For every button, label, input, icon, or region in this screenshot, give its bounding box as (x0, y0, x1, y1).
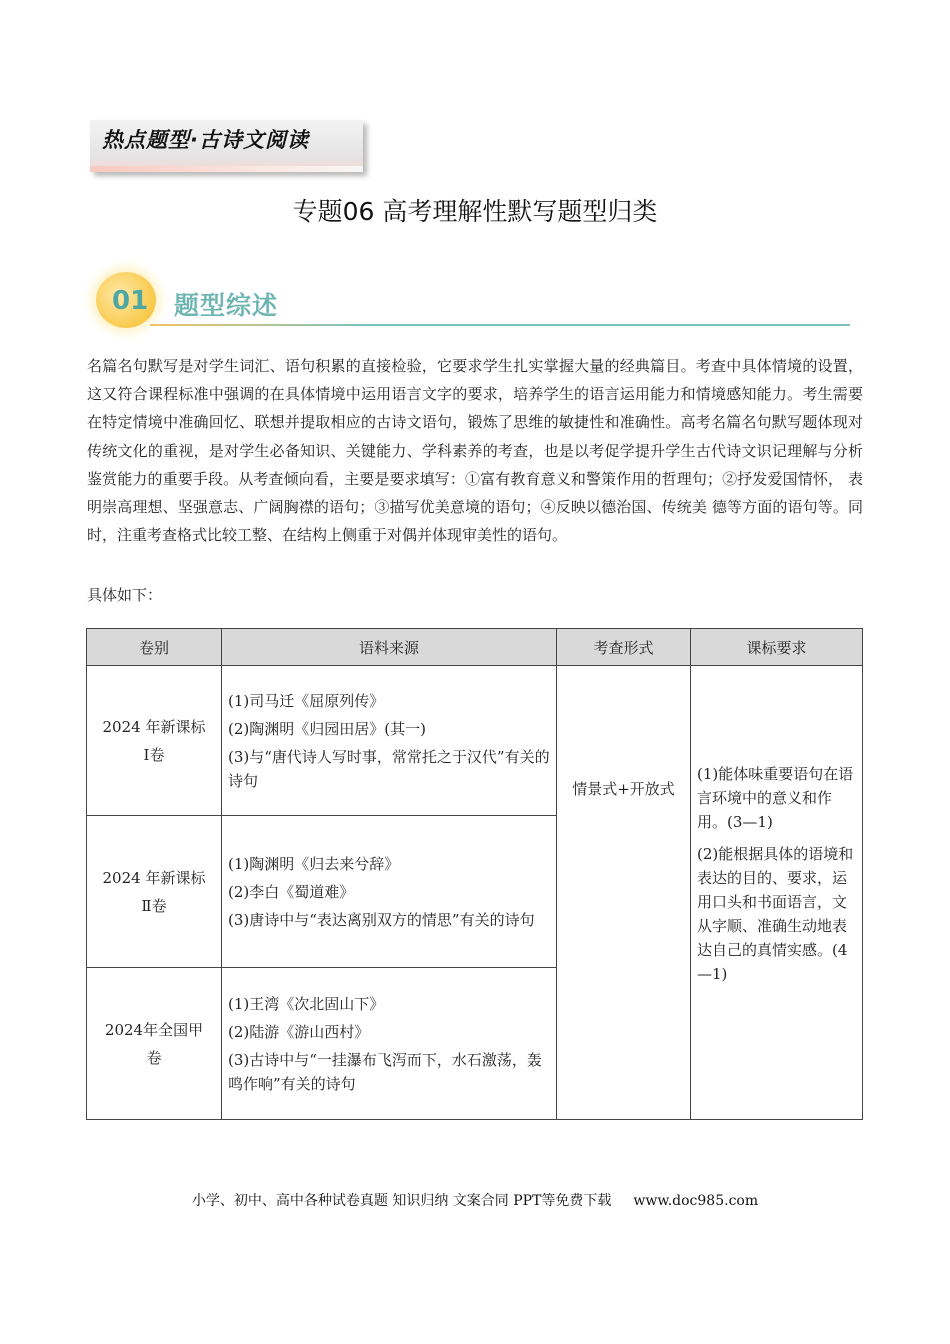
source-item: (1)司马迁《屈原列传》 (228, 691, 385, 710)
table-header-row (87, 629, 863, 666)
table-lead-text: 具体如下： (87, 586, 163, 604)
source-item: (2)李白《蜀道难》 (228, 882, 355, 901)
banner-title: 热点题型·古诗文阅读 (102, 128, 309, 152)
document-title: 专题06 高考理解性默写题型归类 (292, 197, 658, 226)
exam-requirements-table (86, 628, 863, 1120)
requirement-item: (2)能根据具体的语境和表达的目的、要求，运用口头和书面语言，文从字顺、准确生动地表达自己的真情实感。(4—1) (697, 845, 854, 983)
section-header (94, 268, 854, 334)
footer-url[interactable]: www.doc985.com (633, 1193, 759, 1209)
header-form: 考查形式 (557, 629, 691, 666)
table-row (87, 666, 863, 816)
section-divider (150, 324, 850, 326)
source-item: (2)陆游《游山西村》 (228, 1022, 370, 1041)
source-item: (2)陶渊明《归园田居》(其一) (228, 719, 426, 738)
source-item: (1)王湾《次北固山下》 (228, 994, 385, 1013)
header-requirement: 课标要求 (691, 629, 863, 666)
source-item: (1)陶渊明《归去来兮辞》 (228, 854, 400, 873)
source-item: (3)与“唐代诗人写时事，常常托之于汉代”有关的诗句 (228, 747, 550, 790)
source-item: (3)古诗中与“一挂瀑布飞泻而下，水石激荡，轰鸣作响”有关的诗句 (228, 1050, 542, 1093)
juan-cell: 2024 年新课标 Ⅱ卷 (87, 816, 222, 968)
header-source: 语料来源 (222, 629, 557, 666)
section-number: 01 (112, 286, 149, 316)
exam-form-cell (557, 666, 691, 1120)
exam-form-text: 情景式+开放式 (572, 780, 675, 798)
header-juan: 卷别 (87, 629, 222, 666)
banner-accent-bar (90, 166, 363, 172)
requirement-item: (1)能体味重要语句在语言环境中的意义和作用。(3—1) (697, 765, 854, 831)
juan-cell: 2024 年新课标Ⅰ卷 (87, 666, 222, 816)
requirement-cell (691, 666, 863, 1120)
topic-banner (90, 120, 363, 172)
page-footer (0, 1190, 950, 1210)
footer-text: 小学、初中、高中各种试卷真题 知识归纳 文案合同 PPT等免费下载 (191, 1193, 612, 1209)
source-item: (3)唐诗中与“表达离别双方的情思”有关的诗句 (228, 910, 535, 929)
source-cell (222, 666, 557, 816)
section-label: 题型综述 (174, 291, 279, 320)
overview-paragraph: 名篇名句默写是对学生词汇、语句积累的直接检验，它要求学生扎实掌握大量的经典篇目。考查中具体情境的设置，这又符合课程标准中强调的在具体情境中运用语言文字的要求，培养学生的语言运用能力和情境感知能力。考生需要在特定情境中准确回忆、联想并提取相应的古诗文语句，锻炼了思维的敏捷性和准确性。高考名篇名句默写题体现对传统文化的重视，是对学生必备知识、关键能力、学科素养的考查，也是以考促学提升学生古代诗文识记理解与分析鉴赏能力的重要手段。从考查倾向看，主要是要求填写：①富有教育意义和警策作用的哲理句；②抒发爱国情怀， 表明崇高理想、坚强意志、广阔胸襟的语句；③描写优美意境的语句；④反映以德治国、传统美 德等方面的语句等。同时，注重考查格式比较工整、在结构上侧重于对偶并体现审美性的语句。 (87, 357, 863, 545)
source-cell (222, 968, 557, 1120)
juan-cell: 2024年全国甲卷 (87, 968, 222, 1120)
source-cell (222, 816, 557, 968)
